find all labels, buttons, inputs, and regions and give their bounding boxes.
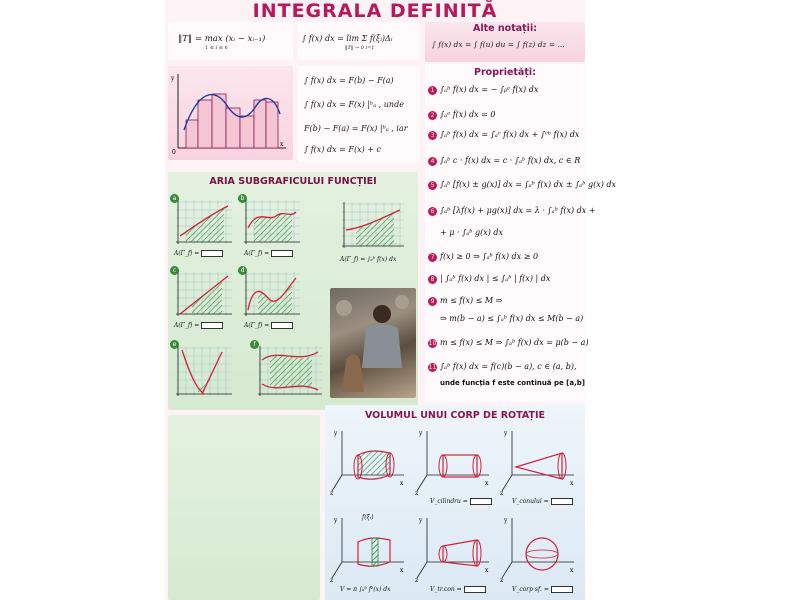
svg-text:z: z (500, 490, 504, 497)
property-formula: ∫ₐᵇ [λf(x) + μg(x)] dx = λ · ∫ₐᵇ f(x) dx + (440, 206, 596, 215)
property-item (428, 156, 580, 166)
volume-formula (340, 586, 391, 593)
property-number: 7 (428, 253, 437, 262)
property-number: 1 (428, 86, 437, 95)
property-formula: m ≤ f(x) ≤ M ⇒ ∫ₐᵇ f(x) dx = μ(b − a) (440, 338, 589, 347)
property-number: 9 (428, 297, 437, 306)
aria-graph-b (240, 198, 302, 248)
norm-subscript: 1 ≤ i ≤ n (205, 45, 228, 51)
page-title: INTEGRALA DEFINITĂ (252, 0, 498, 22)
volume-fxi-label (362, 514, 373, 521)
riemann-limit-formula: ∫ f(x) dx = lim Σ f(ξᵢ)Δᵢ (302, 34, 393, 43)
aria-caption-a (174, 250, 223, 257)
svg-text:x: x (570, 480, 574, 487)
svg-text:y: y (504, 430, 508, 437)
svg-text:y: y (504, 517, 508, 524)
aria-caption-a-text: A(Γ_f) = (174, 250, 200, 257)
svg-text:y: y (419, 430, 423, 437)
riemann-rect (186, 120, 198, 148)
volume-formula-text: V = π ∫ₐᵇ f²(x) dx (340, 586, 391, 593)
svg-text:z: z (500, 577, 504, 584)
answer-box[interactable] (551, 586, 573, 593)
volume-caption-cone-text: V_conului = (512, 498, 549, 505)
property-item (428, 362, 577, 372)
answer-box[interactable] (271, 322, 293, 329)
property-number: 10 (428, 339, 437, 347)
property-item (428, 180, 616, 190)
riemann-rect (266, 102, 278, 148)
aria-caption-b-text: A(Γ_f) = (244, 250, 270, 257)
answer-box[interactable] (201, 250, 223, 257)
aria-caption-c (174, 322, 223, 329)
property-formula: ∫ₐᵇ f(x) dx = − ∫ᵦᵃ f(x) dx (440, 85, 539, 94)
aria-graph-a (172, 198, 234, 248)
svg-text:z: z (330, 490, 334, 497)
aria-graph-e (172, 344, 234, 400)
property-item (428, 252, 538, 262)
answer-box[interactable] (271, 250, 293, 257)
svg-text:x: x (400, 567, 404, 574)
answer-box[interactable] (470, 498, 492, 505)
answer-box[interactable] (464, 586, 486, 593)
volume-caption-cylinder (430, 498, 492, 505)
volume-caption-cylinder-text: V_cilindru = (430, 498, 468, 505)
graph-label-f: f (250, 340, 259, 349)
potter-body (362, 324, 402, 368)
property-item (428, 274, 550, 284)
potter-illustration (330, 288, 416, 398)
potter-photo (330, 288, 416, 398)
property-formula: ∫ₐᵇ f(x) dx = f(c)(b − a), c ∈ (a, b), (440, 362, 577, 371)
graph-label-c: c (170, 266, 179, 275)
svg-text:y: y (334, 517, 338, 524)
aria-graph-center (338, 200, 406, 252)
volume-rotation-body (330, 425, 408, 497)
riemann-rect (198, 100, 212, 148)
aria-graph-d (240, 270, 302, 320)
property-formula: | ∫ₐᵇ f(x) dx | ≤ ∫ₐᵇ | f(x) | dx (440, 274, 551, 283)
volum-title: VOLUMUL UNUI CORP DE ROTAȚIE (364, 410, 545, 421)
answer-box[interactable] (201, 322, 223, 329)
volume-caption-truncated-cone-text: V_tr.con = (430, 586, 462, 593)
volume-caption-truncated-cone (430, 586, 486, 593)
property-formula: f(x) ≥ 0 ⇒ ∫ₐᵇ f(x) dx ≥ 0 (440, 252, 539, 261)
volume-truncated-cone (415, 512, 493, 584)
property-item (428, 206, 596, 216)
property-formula: ⇒ m(b − a) ≤ ∫ₐᵇ f(x) dx ≤ M(b − a) (440, 314, 584, 323)
x-axis-label: x (280, 141, 284, 148)
graph-label-a: a (170, 194, 179, 203)
property-item (428, 338, 589, 348)
aria-caption-d-text: A(Γ_f) = (244, 322, 270, 329)
svg-text:z: z (415, 490, 419, 497)
pot-stack (336, 300, 352, 316)
aria-graph-c (172, 270, 234, 320)
newton-formula-3: F(b) − F(a) = F(x) |ᵇₐ , iar (304, 124, 408, 133)
pot-stack (395, 295, 409, 309)
property-number: 2 (428, 111, 437, 120)
svg-text:y: y (334, 430, 338, 437)
svg-text:y: y (419, 517, 423, 524)
volume-sphere (500, 512, 578, 584)
newton-formula-4: ∫ f(x) dx = F(x) + c (304, 145, 381, 154)
graph-label-e: e (170, 340, 179, 349)
volume-caption-sphere-text: V_corp sf. = (512, 586, 549, 593)
property-item (428, 296, 502, 306)
answer-box[interactable] (551, 498, 573, 505)
aria-lower-panel (168, 415, 320, 600)
riemann-rect (226, 108, 240, 148)
graph-label-d: d (238, 266, 247, 275)
riemann-rectangles (186, 94, 278, 148)
volume-slice (330, 512, 408, 584)
aria-caption-center-text: A(Γ_f) = ∫ₐᵇ f(x) dx (340, 256, 397, 263)
potter-head (373, 305, 391, 323)
aria-caption-center (340, 256, 396, 263)
volume-caption-cone (512, 498, 573, 505)
property-item (440, 228, 503, 237)
property-formula: ∫ₐᵇ f(x) dx = ∫ₐᶜ f(x) dx + ∫ᶜᵇ f(x) dx (440, 130, 580, 139)
aria-caption-c-text: A(Γ_f) = (174, 322, 200, 329)
volume-fxi-label-text: f(ξᵢ) (362, 514, 374, 521)
property-item (428, 130, 579, 140)
svg-text:x: x (400, 480, 404, 487)
riemann-rect (240, 116, 254, 148)
newton-formula-1: ∫ f(x) dx = F(b) − F(a) (304, 76, 394, 85)
property-item (440, 314, 583, 323)
property-item (428, 110, 496, 120)
property-number: 4 (428, 157, 437, 166)
clay-vase (342, 354, 364, 392)
property-formula: ∫ₐᵃ f(x) dx = 0 (440, 110, 496, 119)
norm-formula: ‖T‖ = max (xᵢ − xᵢ₋₁) (178, 34, 266, 44)
newton-formula-2: ∫ f(x) dx = F(x) |ᵇₐ , unde (304, 100, 404, 109)
aria-caption-d (244, 322, 293, 329)
property-item (440, 378, 585, 387)
y-axis-label: y (171, 75, 175, 82)
properties-title: Proprietăți: (474, 67, 536, 78)
property-formula: ∫ₐᵇ [f(x) ± g(x)] dx = ∫ₐᵇ f(x) dx ± ∫ₐᵇ g(x) dx (440, 180, 617, 189)
svg-text:z: z (415, 577, 419, 584)
alte-notatii-formula: ∫ f(x) dx = ∫ f(u) du = ∫ f(z) dz = ... (432, 40, 565, 49)
property-number: 6 (428, 207, 437, 216)
property-formula: unde funcția f este continuă pe [a,b] (440, 379, 585, 387)
property-number: 8 (428, 275, 437, 284)
svg-text:x: x (485, 567, 489, 574)
volume-cone (500, 425, 578, 497)
svg-text:z: z (330, 577, 334, 584)
graph-label-b: b (238, 194, 247, 203)
riemann-limit-subscript: ‖T‖ → 0 i=1 (345, 45, 375, 51)
property-item (428, 85, 538, 95)
property-formula: + μ · ∫ₐᵇ g(x) dx (440, 228, 504, 237)
property-number: 11 (428, 363, 437, 371)
volume-caption-sphere (512, 586, 573, 593)
aria-graph-f (254, 344, 324, 400)
property-formula: m ≤ f(x) ≤ M ⇒ (440, 296, 503, 305)
volume-cylinder (415, 425, 493, 497)
aria-title: ARIA SUBGRAFICULUI FUNCȚIEI (209, 176, 377, 187)
property-formula: ∫ₐᵇ c · f(x) dx = c · ∫ₐᵇ f(x) dx, c ∈ R (440, 156, 581, 165)
riemann-sum-graph (170, 70, 290, 156)
alte-notatii-title: Alte notații: (473, 23, 537, 34)
svg-text:x: x (570, 567, 574, 574)
property-number: 5 (428, 181, 437, 190)
svg-text:x: x (485, 480, 489, 487)
property-number: 3 (428, 131, 437, 140)
aria-caption-b (244, 250, 293, 257)
origin-label: 0 (172, 149, 176, 156)
